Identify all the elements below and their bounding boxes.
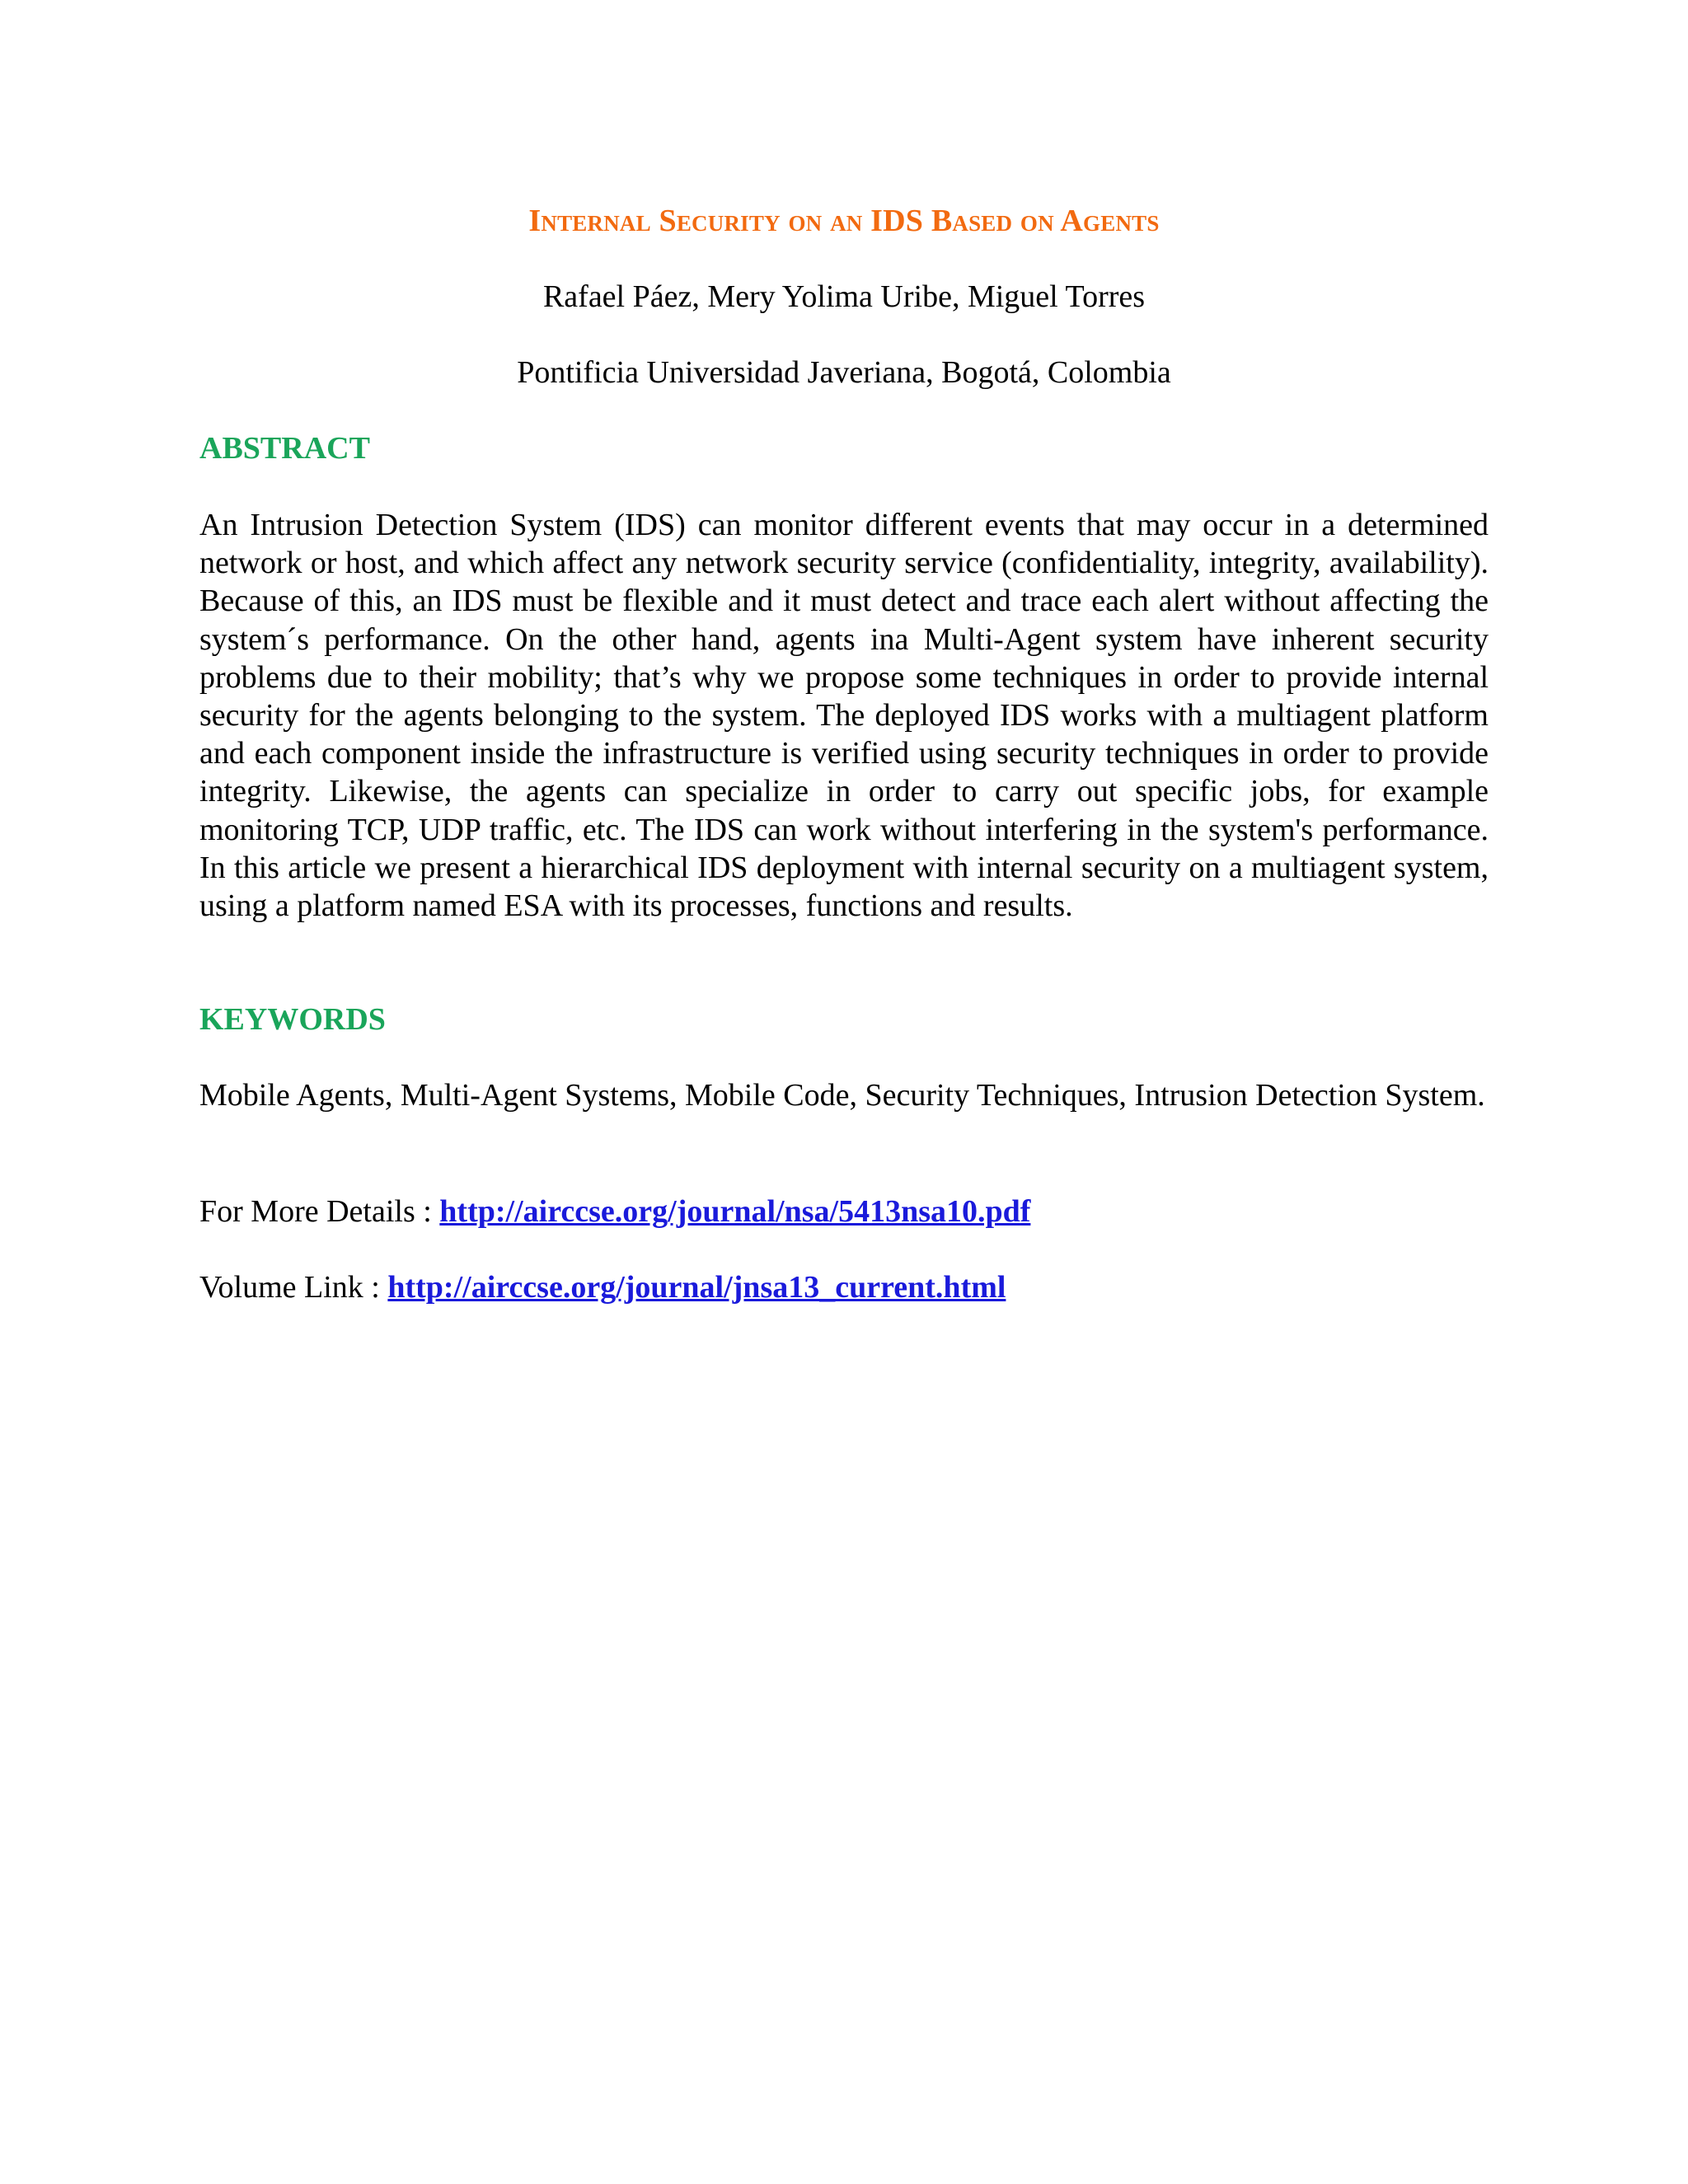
abstract-heading: ABSTRACT (199, 431, 370, 466)
volume-link[interactable]: http://airccse.org/journal/jnsa13_current.html (387, 1270, 1006, 1305)
paper-affiliation: Pontificia Universidad Javeriana, Bogotá, Colombia (517, 355, 1171, 390)
paper-authors: Rafael Páez, Mery Yolima Uribe, Miguel Torres (542, 279, 1146, 314)
details-link[interactable]: http://airccse.org/journal/nsa/5413nsa10.pdf (439, 1194, 1031, 1229)
volume-line (199, 1268, 1006, 1307)
keywords-heading: KEYWORDS (199, 1002, 386, 1037)
paper-title: Internal Security on an IDS Based on Agents (528, 204, 1160, 238)
keywords-text: Mobile Agents, Multi-Agent Systems, Mobile Code, Security Techniques, Intrusion Detection System. (199, 1078, 1485, 1113)
volume-label: Volume Link : (199, 1270, 388, 1305)
details-line (199, 1192, 1030, 1231)
details-label: For More Details : (199, 1194, 440, 1229)
abstract-text: An Intrusion Detection System (IDS) can monitor different events that may occur in a determined network or host, and which affect any network security service (confidentiality, integrity, availability). Because of this, an IDS must be flexible and it must detect and trace each alert without affecting the system´s performance. On the other hand, agents ina Multi-Agent system have inherent security problems due to their mobility; that’s why we propose some techniques in order to provide internal security for the agents belonging to the system. The deployed IDS works with a multiagent platform and each component inside the infrastructure is verified using security techniques in order to provide integrity. Likewise, the agents can specialize in order to carry out specific jobs, for example monitoring TCP, UDP traffic, etc. The IDS can work without interfering in the system's performance. In this article we present a hierarchical IDS deployment with internal security on a multiagent system, using a platform named ESA with its processes, functions and results. (199, 508, 1489, 924)
